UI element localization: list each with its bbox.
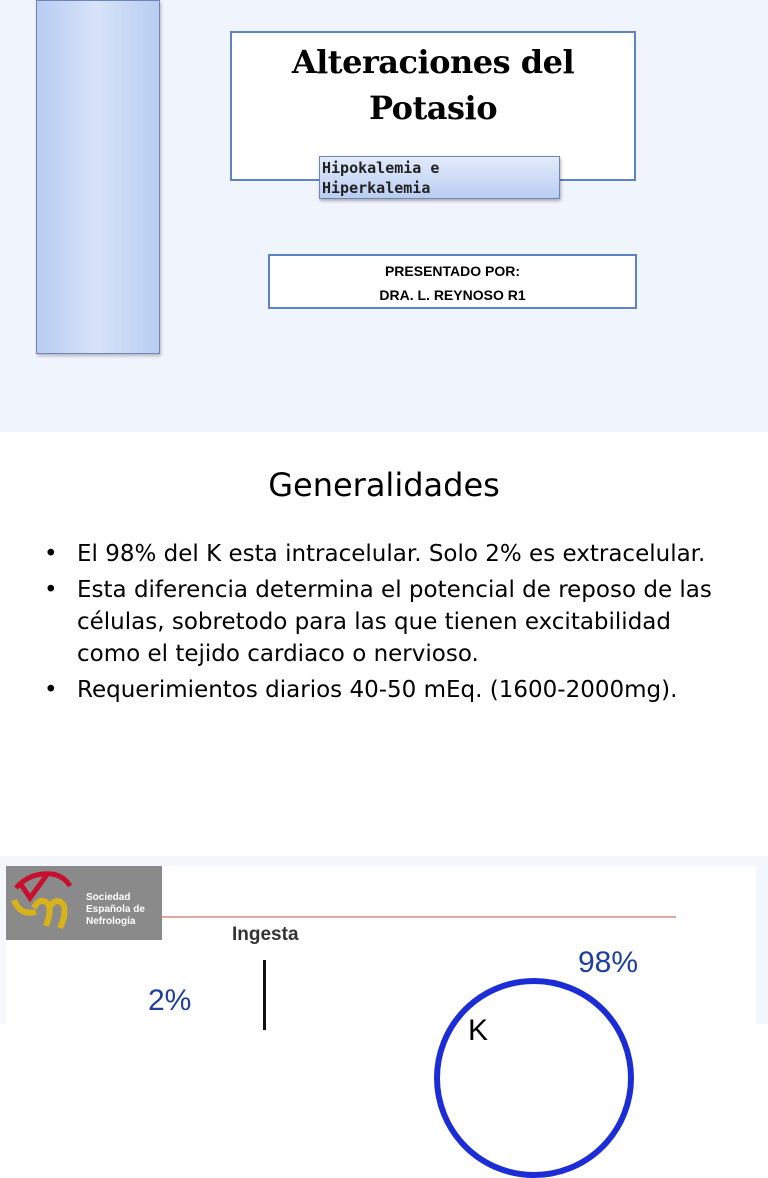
top-divider-line bbox=[162, 916, 676, 918]
title-slide bbox=[0, 0, 768, 432]
potassium-symbol: K bbox=[468, 1014, 489, 1047]
ingesta-arrow-line bbox=[263, 960, 266, 1030]
logo-line-3: Nefrología bbox=[86, 916, 136, 927]
sen-logo-icon bbox=[6, 866, 82, 940]
potassium-diagram bbox=[6, 866, 756, 1047]
presenter-box bbox=[268, 254, 637, 309]
logo-line-1: Sociedad bbox=[86, 892, 131, 903]
bullet-item bbox=[44, 574, 734, 670]
bullet-item bbox=[44, 538, 734, 570]
sen-logo bbox=[6, 866, 162, 940]
bullet-icon: • bbox=[44, 677, 58, 703]
bullet-text: El 98% del K esta intracelular. Solo 2% es extracelular. bbox=[77, 541, 706, 567]
cell-circle bbox=[434, 978, 634, 1178]
extracellular-percent: 2% bbox=[148, 984, 192, 1017]
bullet-icon: • bbox=[44, 541, 58, 567]
subtitle-line-1: Hipokalemia e bbox=[322, 159, 440, 177]
subtitle-line-2: Hiperkalemia bbox=[322, 179, 431, 197]
presenter-name: DRA. L. REYNOSO R1 bbox=[379, 287, 526, 303]
generalidades-slide bbox=[0, 432, 768, 856]
subtitle-box bbox=[319, 156, 560, 199]
ingesta-label: Ingesta bbox=[232, 924, 299, 945]
bullet-text: Requerimientos diarios 40-50 mEq. (1600-2000mg). bbox=[77, 677, 678, 703]
logo-line-2: Española de bbox=[86, 904, 145, 915]
bullet-text: Esta diferencia determina el potencial de reposo de las células, sobretodo para las que tienen excitabilidad como el tejido cardiaco o nervioso. bbox=[77, 577, 712, 667]
logo-text bbox=[86, 892, 145, 928]
potassium-distribution-slide bbox=[0, 856, 768, 1047]
decorative-side-bar bbox=[36, 0, 160, 354]
title-line-2: Potasio bbox=[368, 89, 498, 127]
bullet-item bbox=[44, 674, 734, 706]
slide-title: Generalidades bbox=[268, 466, 500, 504]
title-line-1: Alteraciones del bbox=[291, 43, 575, 81]
bullet-list bbox=[44, 538, 734, 710]
bullet-icon: • bbox=[44, 577, 58, 603]
presenter-label: PRESENTADO POR: bbox=[384, 263, 521, 279]
intracellular-percent: 98% bbox=[578, 946, 639, 979]
presentation-title bbox=[232, 39, 634, 131]
